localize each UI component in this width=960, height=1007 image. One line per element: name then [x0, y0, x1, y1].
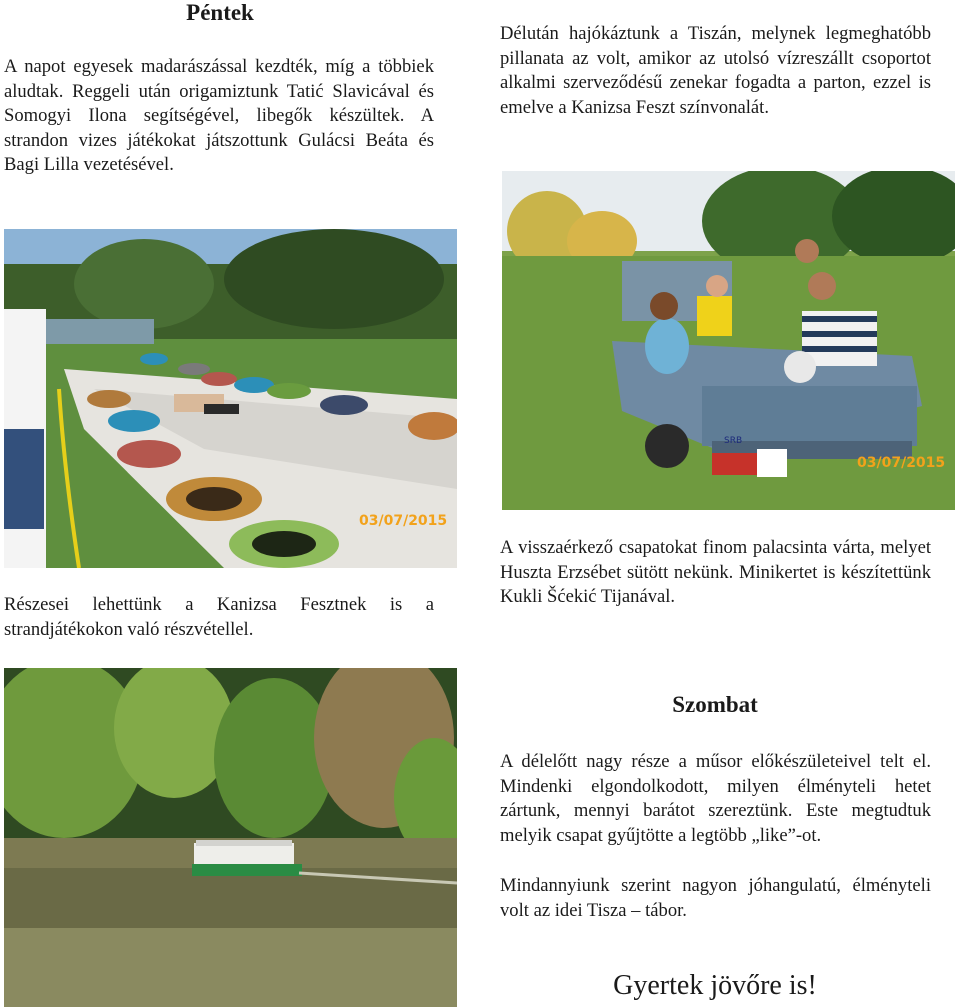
- closing-line: Gyertek jövőre is!: [613, 970, 817, 1001]
- plate-srb-label: SRB: [724, 436, 743, 446]
- boat-on-river-photo: [4, 668, 457, 1007]
- saturday-paragraph-2: Mindannyiunk szerint nagyon jóhangulatú, élményteli volt az idei Tisza – tábor.: [500, 875, 931, 921]
- friday-paragraph-2: Délután hajókáztunk a Tiszán, melynek legmeghatóbb pillanata az volt, amikor az utolsó vízreszállt csoportot alkalmi szerveződésű zenekar fogadta a parton, ezzel is emelve a Kanizsa Feszt színvonalát.: [500, 23, 931, 118]
- beach-games-photo: [4, 229, 457, 568]
- saturday-title: Szombat: [672, 692, 758, 717]
- saturday-paragraph-1: A délelőtt nagy része a műsor előkészületeivel telt el. Mindenki elgondolkodott, milyen élményteli hetet zártunk, mennyi barátot szereztünk. Este megtudtuk melyik csapat gyűjtötte a legtöbb „like”-ot.: [500, 751, 931, 846]
- friday-title: Péntek: [186, 0, 254, 25]
- photo-2-date-stamp: 03/07/2015: [857, 455, 946, 471]
- friday-paragraph-1: A napot egyesek madarászással kezdték, míg a többiek aludtak. Reggeli után origamiztunk Tatić Slavicával és Somogyi Ilona segítségével, libegők készültek. A strandon vizes játékokat játszottunk Gulácsi Beáta és Bagi Lilla vezetésével.: [4, 56, 434, 176]
- caption-right: A visszaérkező csapatokat finom palacsinta várta, melyet Huszta Erzsébet sütött nekünk. Minikertet is készítettünk Kukli Šćekić Tijanával.: [500, 537, 931, 608]
- caption-left: Részesei lehettünk a Kanizsa Fesztnek is a strandjátékokon való részvétellel.: [4, 594, 434, 640]
- photo-1-date-stamp: 03/07/2015: [359, 513, 448, 529]
- truck-band-photo: [502, 171, 955, 510]
